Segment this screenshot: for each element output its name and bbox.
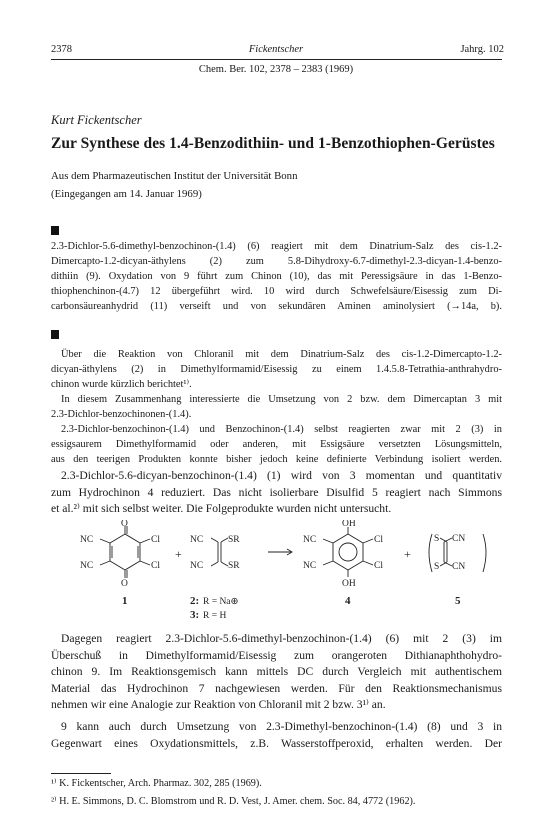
- atom-label: O: [121, 579, 128, 589]
- volume-label: Jahrg. 102: [460, 44, 504, 55]
- abstract: [51, 239, 502, 314]
- atom-label: OH: [342, 520, 356, 529]
- paragraph-2: [51, 392, 502, 422]
- atom-label: SR: [228, 561, 240, 571]
- journal-citation: Chem. Ber. 102, 2378 – 2383 (1969): [198, 64, 354, 75]
- atom-label: OH: [342, 579, 356, 589]
- atom-label: Cl: [151, 535, 160, 545]
- article-title: Zur Synthese des 1.4-Benzodithiin- und 1-Benzothiophen-Gerüstes: [51, 135, 495, 152]
- substituent-label: R = H: [203, 611, 227, 621]
- author-name: Kurt Fickentscher: [51, 113, 142, 127]
- atom-label: Cl: [374, 535, 383, 545]
- abstract-line: 2.3-Dichlor-5.6-dimethyl-benzochinon-(1.4) (6) reagiert mit dem Dinatrium-Salz des cis-1.2-: [51, 241, 502, 252]
- compound-number: 3:: [190, 609, 200, 621]
- footnote-rule: [51, 773, 111, 774]
- atom-label: NC: [80, 561, 94, 571]
- paragraph-1: [51, 347, 502, 392]
- substituent-label: R = Na⊕: [203, 597, 239, 607]
- plus-sign: +: [175, 547, 182, 561]
- atom-label: O: [121, 520, 128, 529]
- atom-label: NC: [190, 561, 204, 571]
- atom-label: S: [434, 562, 440, 572]
- abstract-line: carbonsäureanhydrid (11) verseift und von sekundären Aminen aminolysiert (→14a, b).: [51, 301, 502, 312]
- text-line: Dagegen reagiert 2.3-Dichlor-5.6-dimethyl-benzochinon-(1.4) (6) mit 2 (3) im: [61, 632, 502, 645]
- text-line: 2.3-Dichlor-5.6-dicyan-benzochinon-(1.4) (1) wird von 3 momentan und quantitativ: [61, 469, 502, 482]
- compound-number: 5: [455, 595, 461, 607]
- compound-number: 4: [345, 595, 351, 607]
- text-line: Material das Hydrochinon 7 nachgewiesen werden. Für den Reaktionsmechanismus: [51, 681, 502, 695]
- atom-label: NC: [303, 535, 317, 545]
- text-line: zum Hydrochinon 4 reduziert. Das nicht isolierbare Disulfid 5 reagiert nach Simmons: [51, 485, 502, 499]
- paragraph-5: [51, 631, 502, 714]
- text-line: 9 kann auch durch Umsetzung von 2.3-Dimethyl-benzochinon-(1.4) (8) und 3 in: [61, 720, 502, 733]
- atom-label: NC: [80, 535, 94, 545]
- page-number: 2378: [51, 44, 72, 55]
- paragraph-3: [51, 422, 502, 467]
- text-line: essigsaurem Dimethylformamid oder anderen, mit Essigsäure versetzten Lösungsmitteln,: [51, 439, 502, 450]
- running-title: Fickentscher: [248, 44, 304, 55]
- text-line: Überschuß in Dimethylformamid/Eisessig zum orangeroten Dithianaphthohydro-: [51, 648, 502, 662]
- paragraph-4: [51, 468, 502, 518]
- text-line: 2.3-Dichlor-benzochinon-(1.4) und Benzochinon-(1.4) selbst reagierten zwar mit 2 (3) in: [61, 424, 502, 435]
- footnote-2: ²⁾ H. E. Simmons, D. C. Blomstrom und R. D. Vest, J. Amer. chem. Soc. 84, 4772 (1962).: [51, 796, 416, 807]
- text-line: nehmen wir eine Analogie zur Reaktion von Chloranil mit 2 bzw. 3¹⁾ an.: [51, 698, 386, 711]
- abstract-line: thiophenchinon-(4.7) 12 übergeführt wird. 10 wird durch Schwefelsäure/Eisessig zum Di-: [51, 286, 502, 297]
- atom-label: S: [434, 534, 440, 544]
- received-date: (Eingegangen am 14. Januar 1969): [51, 188, 202, 200]
- plus-sign: +: [404, 547, 411, 561]
- text-line: In diesem Zusammenhang interessierte die Umsetzung von 2 bzw. dem Dimercaptan 3 mit: [61, 394, 502, 405]
- atom-label: SR: [228, 535, 240, 545]
- atom-label: Cl: [374, 561, 383, 571]
- affiliation: Aus dem Pharmazeutischen Institut der Universität Bonn: [51, 170, 298, 182]
- text-line: chinon 9. Im Reaktionsgemisch kann mittels DC durch Vergleich mit authentischem: [51, 665, 502, 678]
- text-line: Über die Reaktion von Chloranil mit dem Dinatrium-Salz des cis-1.2-Dimercapto-1.2-: [61, 349, 502, 360]
- text-line: 2.3-Dichlor-benzochinonen-(1.4).: [51, 409, 192, 420]
- atom-label: NC: [190, 535, 204, 545]
- compound-number: 2:: [190, 595, 200, 607]
- reaction-scheme: [80, 520, 500, 625]
- compound-number: 1: [122, 595, 128, 607]
- text-line: Gegenwart eines Oxydationsmittels, z.B. Wasserstoffperoxid, erhalten werden. Der: [51, 736, 502, 750]
- atom-label: Cl: [151, 561, 160, 571]
- footnote-1: ¹⁾ K. Fickentscher, Arch. Pharmaz. 302, 285 (1969).: [51, 778, 262, 789]
- paragraph-6: [51, 719, 502, 752]
- header-rule: [51, 59, 502, 60]
- text-line: aus den teerigen Produkten konnte bisher jedoch keine definierte Verbindung isoliert werden.: [51, 454, 502, 465]
- atom-label: NC: [303, 561, 317, 571]
- abstract-line: dithiin (9). Oxydation von 9 führt zum Chinon (10), das mit Peressigsäure in das 1-Benzo-: [51, 271, 502, 282]
- atom-label: CN: [452, 562, 466, 572]
- text-line: chinon wurde kürzlich berichtet¹⁾.: [51, 379, 192, 390]
- text-line: et al.²⁾ mit sich selbst weiter. Die Folgeprodukte wurden nicht untersucht.: [51, 502, 392, 515]
- body-marker: [51, 330, 59, 339]
- text-line: dicyan-äthylens (2) in Dimethylformamid/Eisessig zu einem 1.4.5.8-Tetrathia-anthrahydro-: [51, 364, 502, 375]
- abstract-line: Dimercapto-1.2-dicyan-äthylens (2) zum 5.8-Dihydroxy-6.7-dimethyl-2.3-dicyan-1.4-benzo-: [51, 256, 502, 267]
- abstract-marker: [51, 226, 59, 235]
- atom-label: CN: [452, 534, 466, 544]
